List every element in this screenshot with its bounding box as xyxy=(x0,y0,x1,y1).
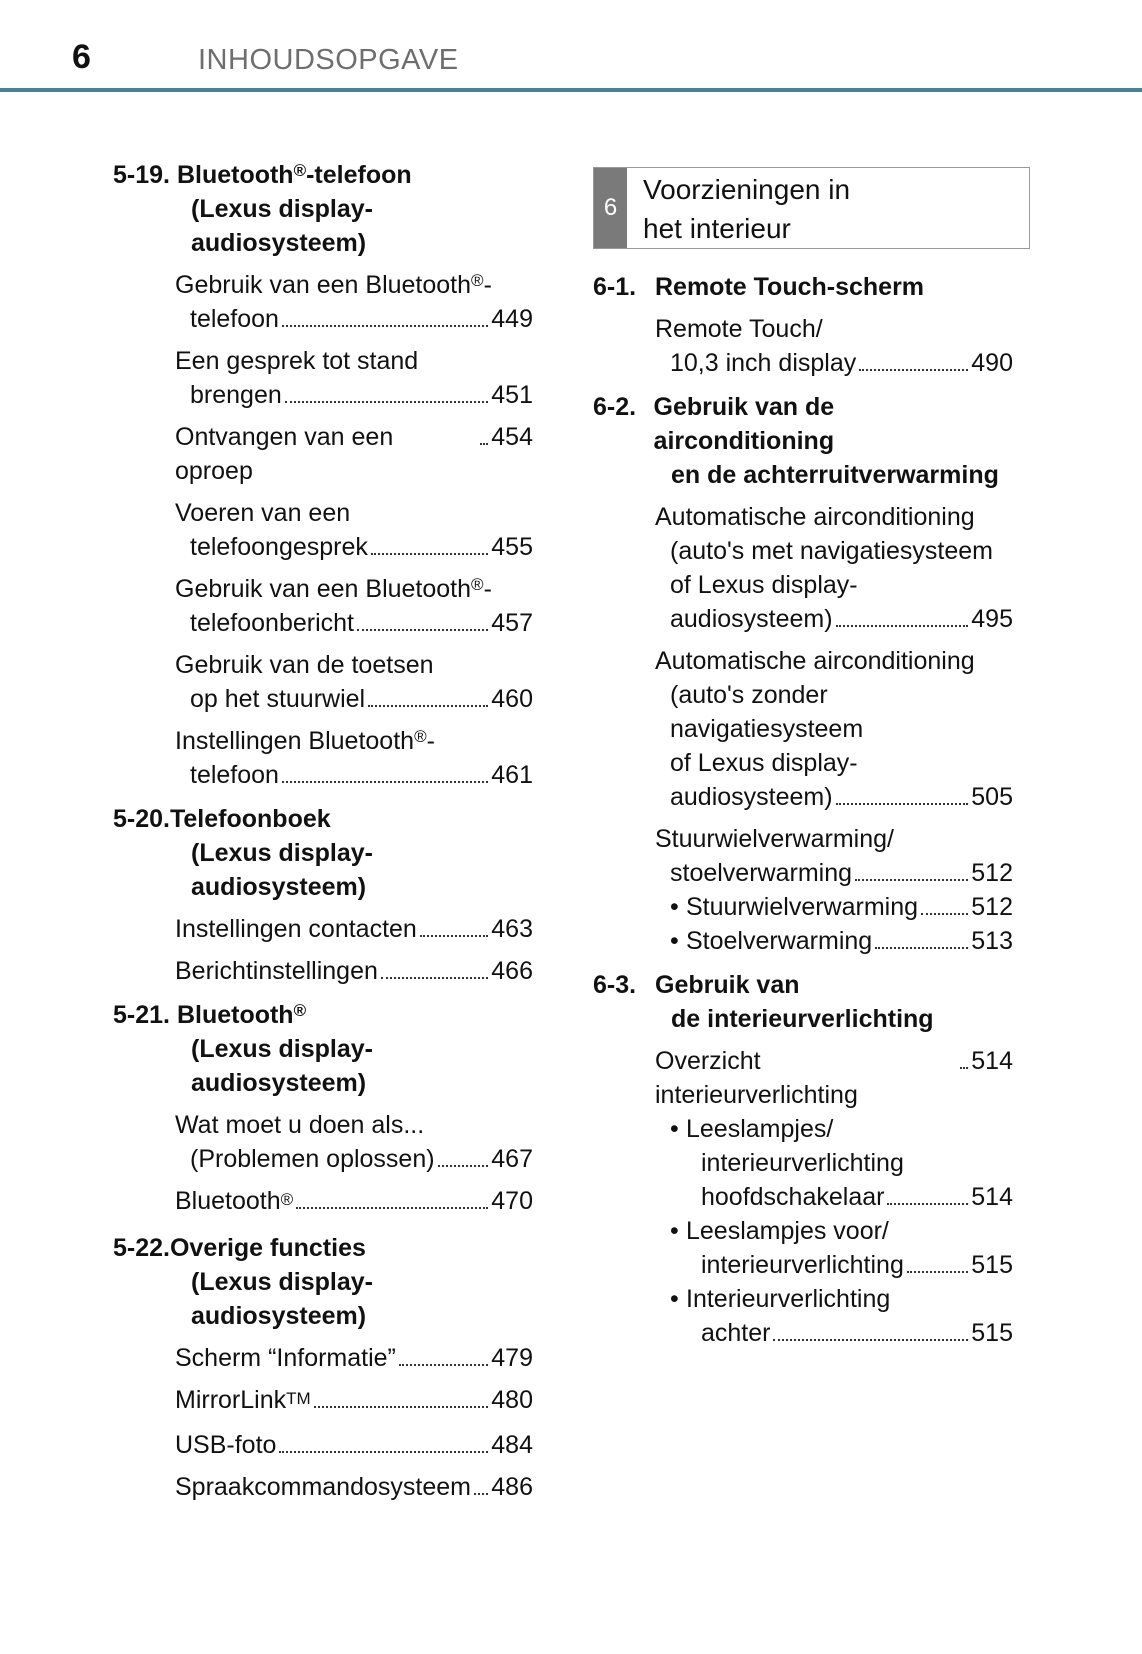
entry-text: stoelverwarming xyxy=(670,859,853,887)
registered-mark: ® xyxy=(471,271,484,290)
entry-text: op het stuurwiel xyxy=(190,685,366,713)
bullet-icon: • xyxy=(670,927,679,955)
entry-text: Gebruik van de toetsen xyxy=(175,651,434,679)
toc-entry[interactable] xyxy=(593,312,1013,380)
toc-entry[interactable] xyxy=(113,1470,533,1504)
section-number: 5-21. xyxy=(113,1001,170,1029)
toc-entry[interactable] xyxy=(113,1428,533,1462)
toc-entry[interactable] xyxy=(113,268,533,336)
entry-text: (Problemen oplossen) xyxy=(190,1145,435,1173)
toc-subentry[interactable] xyxy=(655,1282,1013,1350)
section-subtitle: (Lexus display-audiosysteem) xyxy=(191,195,373,257)
dot-leader xyxy=(296,1207,488,1209)
page-ref: 505 xyxy=(971,783,1013,811)
dot-leader xyxy=(855,879,968,881)
page-ref: 512 xyxy=(971,893,1013,921)
toc-entry[interactable] xyxy=(113,344,533,412)
section-title: Gebruik van xyxy=(655,971,800,999)
dot-leader xyxy=(836,803,969,805)
entry-text: Leeslampjes/ xyxy=(686,1115,834,1143)
entry-text: 10,3 inch display xyxy=(670,349,857,377)
toc-entry[interactable] xyxy=(113,648,533,716)
entry-text: Bluetooth xyxy=(175,1187,281,1215)
section-number: 6-3. xyxy=(593,971,637,999)
trademark-mark: TM xyxy=(286,1389,311,1408)
toc-section-6-2[interactable] xyxy=(593,390,1013,492)
header-divider xyxy=(0,88,1142,92)
dot-leader xyxy=(371,553,488,555)
bullet-icon: • xyxy=(670,1285,679,1313)
page-ref: 484 xyxy=(491,1431,533,1459)
entry-text: audiosysteem) xyxy=(670,605,833,633)
toc-subentry[interactable] xyxy=(655,924,1013,958)
entry-text: Een gesprek tot stand xyxy=(175,347,419,375)
toc-section-5-21[interactable] xyxy=(113,998,533,1100)
chapter-title xyxy=(643,170,850,248)
section-subtitle: (Lexus display-audiosysteem) xyxy=(191,1035,373,1097)
entry-text: brengen xyxy=(190,381,282,409)
toc-entry[interactable] xyxy=(113,1341,533,1375)
dot-leader xyxy=(887,1203,968,1205)
entry-text: Wat moet u doen als... xyxy=(175,1111,425,1139)
page-ref: 514 xyxy=(971,1047,1013,1075)
section-title: Overige functies xyxy=(169,1234,366,1262)
toc-entry[interactable] xyxy=(113,1108,533,1176)
dot-leader xyxy=(773,1339,968,1341)
page-ref: 513 xyxy=(971,927,1013,955)
toc-section-5-19[interactable] xyxy=(113,158,533,260)
page-title: INHOUDSOPGAVE xyxy=(198,44,459,76)
entry-text: Berichtinstellingen xyxy=(175,957,378,985)
bullet-icon: • xyxy=(670,893,679,921)
chapter-heading[interactable] xyxy=(593,167,1030,249)
entry-text: of Lexus display- xyxy=(670,749,858,777)
section-title: Bluetooth xyxy=(176,1001,294,1029)
registered-mark: ® xyxy=(471,575,484,594)
page-ref: 457 xyxy=(491,609,533,637)
page-ref: 515 xyxy=(971,1319,1013,1347)
toc-entry[interactable] xyxy=(113,954,533,988)
toc-entry[interactable] xyxy=(113,1184,533,1221)
toc-entry[interactable] xyxy=(113,912,533,946)
entry-text: interieurverlichting xyxy=(701,1149,904,1177)
dot-leader xyxy=(282,781,488,783)
entry-text: interieurverlichting xyxy=(701,1251,904,1279)
toc-subentry[interactable] xyxy=(655,1112,1013,1214)
chapter-number: 6 xyxy=(594,168,627,248)
toc-entry[interactable] xyxy=(113,572,533,640)
toc-left-column xyxy=(113,158,533,1504)
registered-mark: ® xyxy=(280,1190,294,1209)
page-ref: 470 xyxy=(491,1187,533,1215)
dot-leader xyxy=(859,369,968,371)
toc-subentry[interactable] xyxy=(655,1214,1013,1282)
dot-leader xyxy=(381,977,488,979)
dot-leader xyxy=(399,1364,488,1366)
page-ref: 451 xyxy=(491,381,533,409)
toc-entry[interactable] xyxy=(113,1383,533,1420)
bullet-icon: • xyxy=(670,1115,679,1143)
page-ref: 466 xyxy=(491,957,533,985)
page-ref: 479 xyxy=(491,1344,533,1372)
dot-leader xyxy=(921,913,968,915)
chapter-title-line: het interieur xyxy=(643,213,791,244)
page-ref: 454 xyxy=(491,423,533,451)
section-number: 5-20. xyxy=(113,805,170,833)
section-number: 6-2. xyxy=(593,393,637,421)
page-ref: 455 xyxy=(491,533,533,561)
page-ref: 460 xyxy=(491,685,533,713)
entry-text: achter xyxy=(701,1319,771,1347)
section-number: 6-1. xyxy=(593,273,637,301)
section-subtitle: (Lexus display-audiosysteem) xyxy=(191,839,373,901)
dot-leader xyxy=(279,1451,488,1453)
toc-right-column xyxy=(593,270,1013,1350)
dot-leader xyxy=(474,1493,488,1495)
dot-leader xyxy=(438,1165,489,1167)
entry-text: telefoonbericht xyxy=(190,609,355,637)
entry-text: MirrorLink xyxy=(175,1386,287,1414)
registered-mark: ® xyxy=(293,161,307,180)
page-ref: 480 xyxy=(491,1386,533,1414)
entry-text: Automatische airconditioning xyxy=(655,503,975,531)
entry-text: audiosysteem) xyxy=(670,783,833,811)
entry-text: Automatische airconditioning xyxy=(655,647,975,675)
entry-text: Voeren van een xyxy=(175,499,351,527)
toc-section-5-22[interactable] xyxy=(113,1231,533,1333)
page-ref: 495 xyxy=(971,605,1013,633)
page-ref: 514 xyxy=(971,1183,1013,1211)
entry-text: Spraakcommandosysteem xyxy=(175,1473,471,1501)
dot-leader xyxy=(420,935,488,937)
dot-leader xyxy=(836,625,969,627)
registered-mark: ® xyxy=(293,1001,307,1020)
dot-leader xyxy=(357,629,488,631)
page-ref: 490 xyxy=(971,349,1013,377)
toc-entry[interactable] xyxy=(593,822,1013,958)
entry-text: Leeslampjes voor/ xyxy=(686,1217,889,1245)
dot-leader xyxy=(314,1406,489,1408)
section-title: Gebruik van de airconditioning xyxy=(653,393,835,455)
page-ref: 512 xyxy=(971,859,1013,887)
section-number: 5-19. xyxy=(113,161,170,189)
toc-section-6-1[interactable] xyxy=(593,270,1013,304)
entry-text: Stoelverwarming xyxy=(686,927,873,955)
section-title: Bluetooth xyxy=(176,161,294,189)
dot-leader xyxy=(285,401,489,403)
page-ref: 449 xyxy=(491,305,533,333)
section-subtitle: de interieurverlichting xyxy=(671,1005,934,1033)
toc-entry[interactable] xyxy=(593,1044,1013,1350)
chapter-title-line: Voorzieningen in xyxy=(643,174,851,205)
page-ref: 463 xyxy=(491,915,533,943)
entry-text: Instellingen Bluetooth xyxy=(175,727,415,755)
entry-text: Stuurwielverwarming xyxy=(686,893,919,921)
page-ref: 486 xyxy=(491,1473,533,1501)
section-number: 5-22. xyxy=(113,1234,170,1262)
entry-text: telefoongesprek xyxy=(190,533,368,561)
page-ref: 467 xyxy=(491,1145,533,1173)
entry-text: Scherm “Informatie” xyxy=(175,1344,396,1372)
entry-text: - xyxy=(426,727,435,755)
section-title: Telefoonboek xyxy=(169,805,331,833)
dot-leader xyxy=(907,1271,968,1273)
registered-mark: ® xyxy=(414,727,427,746)
bullet-icon: • xyxy=(670,1217,679,1245)
toc-subentry[interactable] xyxy=(655,890,1013,924)
dot-leader xyxy=(282,325,488,327)
toc-entry[interactable] xyxy=(113,724,533,792)
toc-entry[interactable] xyxy=(593,644,1013,814)
page-ref: 461 xyxy=(491,761,533,789)
entry-text: (auto's met navigatiesysteem xyxy=(670,537,993,565)
entry-text: - xyxy=(483,271,492,299)
toc-section-6-3[interactable] xyxy=(593,968,1013,1036)
entry-text: Remote Touch/ xyxy=(655,315,823,343)
dot-leader xyxy=(480,443,488,445)
entry-text: Stuurwielverwarming/ xyxy=(655,825,894,853)
toc-entry[interactable] xyxy=(113,420,533,488)
toc-section-5-20[interactable] xyxy=(113,802,533,904)
dot-leader xyxy=(368,705,488,707)
page-header xyxy=(0,0,1142,95)
section-title-suffix: -telefoon xyxy=(306,161,412,189)
entry-text: telefoon xyxy=(190,761,279,789)
entry-text: Overzicht interieurverlichting xyxy=(655,1047,858,1109)
section-subtitle: (Lexus display-audiosysteem) xyxy=(191,1268,373,1330)
entry-text: - xyxy=(483,575,492,603)
section-title: Remote Touch-scherm xyxy=(655,273,925,301)
entry-text: Ontvangen van een oproep xyxy=(175,423,394,485)
dot-leader xyxy=(960,1067,968,1069)
dot-leader xyxy=(875,947,968,949)
entry-text: Instellingen contacten xyxy=(175,915,417,943)
section-subtitle: en de achterruitverwarming xyxy=(671,461,999,489)
entry-text: telefoon xyxy=(190,305,279,333)
entry-text: of Lexus display- xyxy=(670,571,858,599)
entry-text: hoofdschakelaar xyxy=(701,1183,885,1211)
toc-entry[interactable] xyxy=(113,496,533,564)
entry-text: Interieurverlichting xyxy=(686,1285,891,1313)
page-number: 6 xyxy=(72,38,91,76)
entry-text: USB-foto xyxy=(175,1431,277,1459)
entry-text: Gebruik van een Bluetooth xyxy=(175,575,472,603)
entry-text: Gebruik van een Bluetooth xyxy=(175,271,472,299)
page-ref: 515 xyxy=(971,1251,1013,1279)
toc-entry[interactable] xyxy=(593,500,1013,636)
entry-text: (auto's zonder navigatiesysteem xyxy=(670,681,864,743)
